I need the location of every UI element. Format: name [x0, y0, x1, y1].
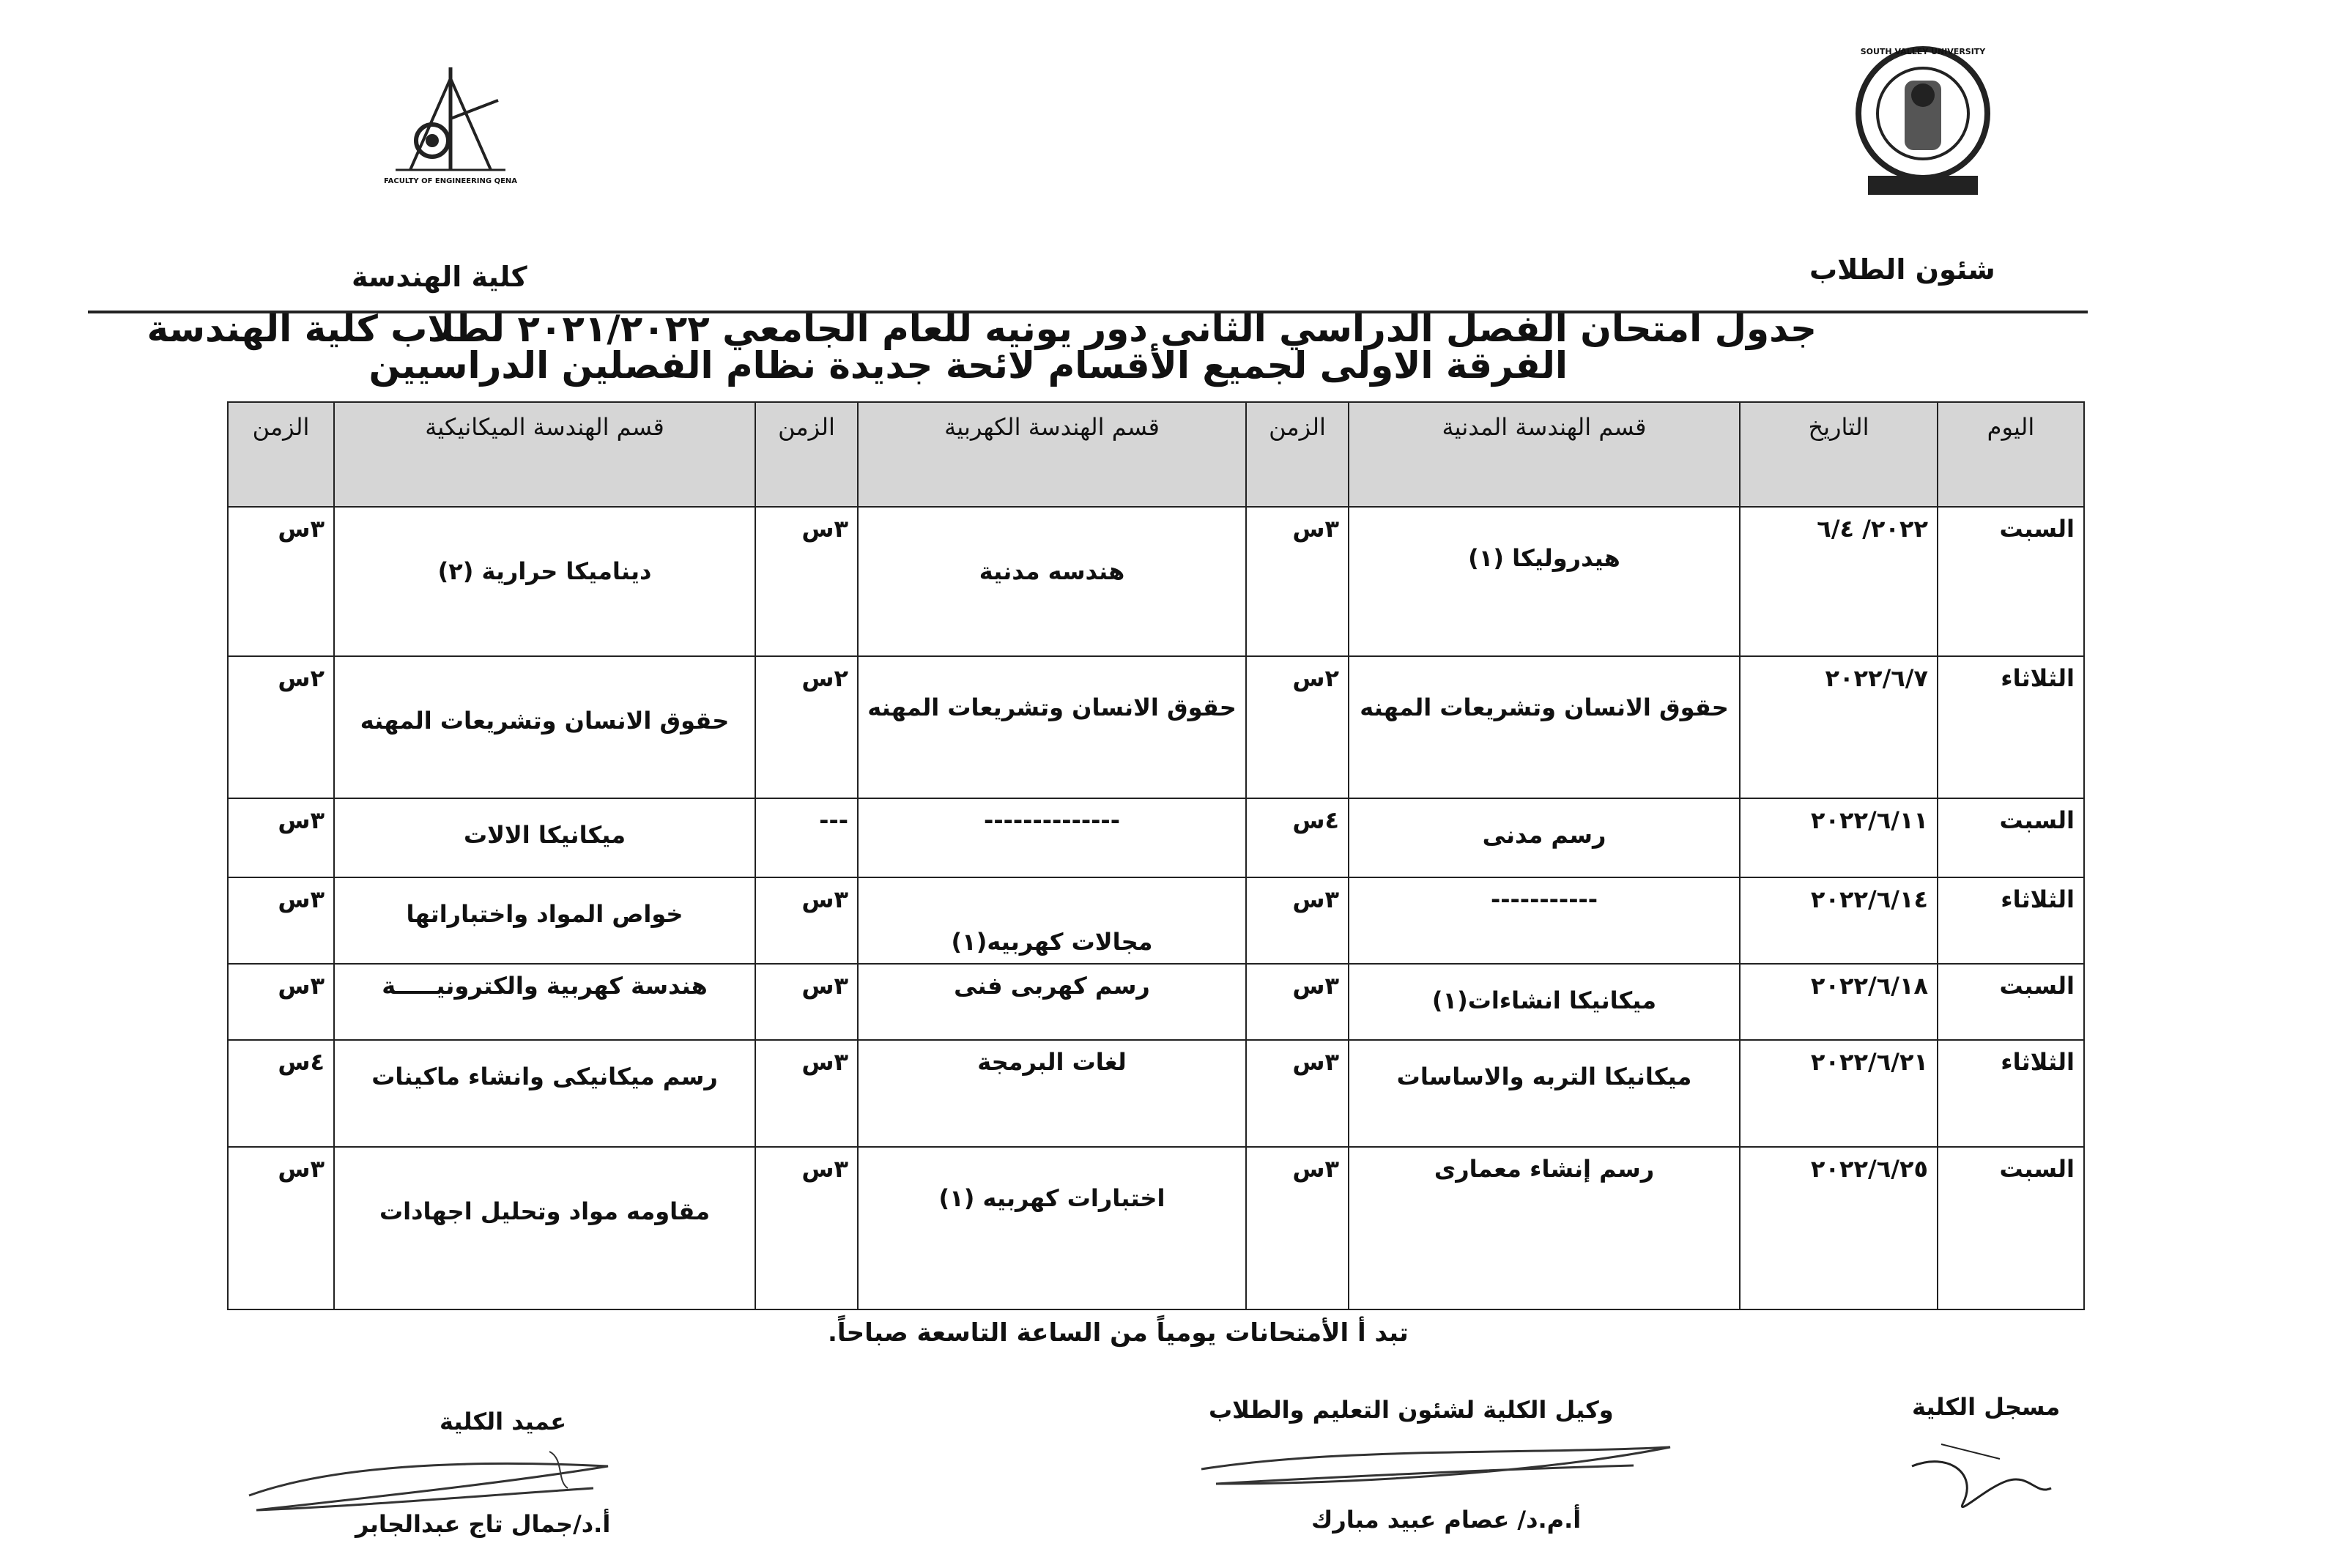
- electrical-subject: مجالات كهربيه(١): [951, 928, 1153, 956]
- civil-time-cell: ٢س: [1246, 656, 1349, 798]
- header-electrical: قسم الهندسة الكهربية: [858, 402, 1246, 507]
- date-cell: ٢٠٢٢/٦/٢٥: [1740, 1147, 1938, 1309]
- mechanical-subject: رسم ميكانيكى وانشاء ماكينات: [371, 1063, 718, 1090]
- electrical-time-cell: ٣س: [755, 964, 858, 1040]
- page-title: جدول امتحان الفصل الدراسي الثانى دور يونيه للعام الجامعي ٢٠٢١/٢٠٢٢ لطلاب كلية الهندسة: [147, 308, 1817, 350]
- mechanical-subject-cell: [334, 507, 755, 656]
- faculty-of-engineering-logo: [381, 60, 520, 192]
- civil-subject: حقوق الانسان وتشريعات المهنه: [1360, 694, 1729, 721]
- civil-subject: ميكانيكا انشاءات(١): [1431, 986, 1657, 1014]
- electrical-time-cell: ٢س: [755, 656, 858, 798]
- electrical-subject-cell: [858, 798, 1246, 877]
- electrical-time-cell: ٣س: [755, 1040, 858, 1147]
- civil-subject-cell: [1349, 877, 1740, 964]
- electrical-subject-cell: [858, 877, 1246, 964]
- exam-schedule-table: [227, 401, 2085, 1310]
- civil-subject-cell: [1349, 1147, 1740, 1309]
- header-date: التاريخ: [1740, 402, 1938, 507]
- civil-subject-cell: [1349, 964, 1740, 1040]
- table-row: [228, 877, 2084, 964]
- table-row: [228, 964, 2084, 1040]
- table-row: [228, 1147, 2084, 1309]
- electrical-subject-cell: [858, 1147, 1246, 1309]
- day-cell: السبت: [1938, 1147, 2084, 1309]
- table-row: [228, 798, 2084, 877]
- electrical-subject: اختبارات كهربيه (١): [938, 1184, 1165, 1212]
- mechanical-subject-cell: [334, 877, 755, 964]
- civil-subject-cell: [1349, 798, 1740, 877]
- registrar-signature-block: [1912, 1393, 2060, 1421]
- electrical-subject: هندسه مدنية: [979, 557, 1125, 585]
- header-mechanical: قسم الهندسة الميكانيكية: [334, 402, 755, 507]
- south-valley-university-logo: [1846, 37, 2000, 205]
- electrical-time-cell: ٣س: [755, 877, 858, 964]
- electrical-time-cell: ---: [755, 798, 858, 877]
- table-row: [228, 656, 2084, 798]
- mechanical-subject: ميكانيكا الالات: [463, 821, 626, 849]
- civil-subject: -----------: [1490, 885, 1598, 913]
- date-cell: ٢٠٢٢/٦/٢١: [1740, 1040, 1938, 1147]
- civil-subject-cell: [1349, 1040, 1740, 1147]
- day-cell: الثلاثاء: [1938, 877, 2084, 964]
- date-cell: ٢٠٢٢/٦/١٤: [1740, 877, 1938, 964]
- date-cell: ٢٠٢٢/٦/١١: [1740, 798, 1938, 877]
- dean-title: عميد الكلية: [440, 1408, 567, 1435]
- electrical-time-cell: ٣س: [755, 1147, 858, 1309]
- electrical-subject-cell: [858, 964, 1246, 1040]
- mechanical-subject: هندسة كهربية والكترونيـــــة: [382, 972, 708, 1000]
- civil-subject-cell: [1349, 656, 1740, 798]
- header-mechanical-time: الزمن: [228, 402, 334, 507]
- civil-time-cell: ٣س: [1246, 877, 1349, 964]
- civil-subject: هيدروليكا (١): [1468, 544, 1620, 572]
- faculty-logo-caption: FACULTY OF ENGINEERING QENA: [383, 177, 518, 185]
- university-logo-caption: SOUTH VALLEY UNIVERSITY: [1860, 47, 1986, 56]
- electrical-time-cell: ٣س: [755, 507, 858, 656]
- mechanical-subject-cell: [334, 656, 755, 798]
- electrical-subject-cell: [858, 1040, 1246, 1147]
- civil-time-cell: ٣س: [1246, 1147, 1349, 1309]
- electrical-subject: رسم كهربى فنى: [954, 972, 1150, 1000]
- civil-subject: رسم مدنى: [1482, 821, 1606, 849]
- civil-time-cell: ٣س: [1246, 1040, 1349, 1147]
- electrical-subject-cell: [858, 656, 1246, 798]
- day-cell: السبت: [1938, 964, 2084, 1040]
- electrical-subject: --------------: [984, 806, 1120, 834]
- mechanical-time-cell: ٣س: [228, 964, 334, 1040]
- mechanical-time-cell: ٣س: [228, 507, 334, 656]
- exam-start-note: تبد أ الأمتحانات يومياً من الساعة التاسعة صباحاً.: [828, 1318, 1409, 1348]
- mechanical-time-cell: ٤س: [228, 1040, 334, 1147]
- registrar-signature-scribble: [1897, 1422, 2066, 1525]
- civil-subject: ميكانيكا التربه والاساسات: [1396, 1063, 1692, 1090]
- mechanical-time-cell: ٣س: [228, 1147, 334, 1309]
- civil-time-cell: ٣س: [1246, 964, 1349, 1040]
- mechanical-subject: ديناميكا حرارية (٢): [437, 557, 652, 585]
- dean-name: أ.د/جمال تاج عبدالجابر: [355, 1510, 611, 1538]
- header-day: اليوم: [1938, 402, 2084, 507]
- date-cell: ٢٠٢٢/ ٦/٤: [1740, 507, 1938, 656]
- mechanical-subject: خواص المواد واختباراتها: [406, 900, 683, 928]
- mechanical-subject-cell: [334, 1040, 755, 1147]
- day-cell: الثلاثاء: [1938, 1040, 2084, 1147]
- date-cell: ٢٠٢٢/٦/٧: [1740, 656, 1938, 798]
- header-electrical-time: الزمن: [755, 402, 858, 507]
- mechanical-time-cell: ٣س: [228, 877, 334, 964]
- vice-dean-title: وكيل الكلية لشئون التعليم والطلاب: [1209, 1396, 1614, 1424]
- vice-dean-signature-scribble: [1194, 1425, 1707, 1506]
- table-row: [228, 507, 2084, 656]
- registrar-title: مسجل الكلية: [1912, 1393, 2061, 1421]
- page-subtitle: الفرقة الاولى لجميع الأقسام لائحة جديدة نظام الفصلين الدراسيين: [368, 344, 1568, 387]
- vice-dean-name: أ.م.د/ عصام عبيد مبارك: [1311, 1506, 1582, 1534]
- mechanical-subject-cell: [334, 798, 755, 877]
- faculty-label: كلية الهندسة: [352, 261, 527, 293]
- day-cell: الثلاثاء: [1938, 656, 2084, 798]
- civil-time-cell: ٣س: [1246, 507, 1349, 656]
- civil-subject: رسم إنشاء معمارى: [1434, 1155, 1655, 1183]
- electrical-subject-cell: [858, 507, 1246, 656]
- dean-signature-block: [355, 1408, 611, 1538]
- mechanical-subject: مقاومه مواد وتحليل اجهادات: [379, 1197, 711, 1225]
- mechanical-time-cell: ٣س: [228, 798, 334, 877]
- mechanical-subject-cell: [334, 964, 755, 1040]
- student-affairs-label: شئون الطلاب: [1809, 253, 1995, 286]
- civil-time-cell: ٤س: [1246, 798, 1349, 877]
- mechanical-subject: حقوق الانسان وتشريعات المهنه: [360, 707, 730, 735]
- day-cell: السبت: [1938, 507, 2084, 656]
- date-cell: ٢٠٢٢/٦/١٨: [1740, 964, 1938, 1040]
- civil-subject-cell: [1349, 507, 1740, 656]
- mechanical-subject-cell: [334, 1147, 755, 1309]
- header-civil: قسم الهندسة المدنية: [1349, 402, 1740, 507]
- mechanical-time-cell: ٢س: [228, 656, 334, 798]
- electrical-subject: لغات البرمجة: [977, 1048, 1127, 1076]
- header-civil-time: الزمن: [1246, 402, 1349, 507]
- table-header-row: [228, 402, 2084, 507]
- electrical-subject: حقوق الانسان وتشريعات المهنه: [867, 694, 1237, 721]
- table-row: [228, 1040, 2084, 1147]
- day-cell: السبت: [1938, 798, 2084, 877]
- vice-dean-signature-block: [1209, 1396, 1614, 1534]
